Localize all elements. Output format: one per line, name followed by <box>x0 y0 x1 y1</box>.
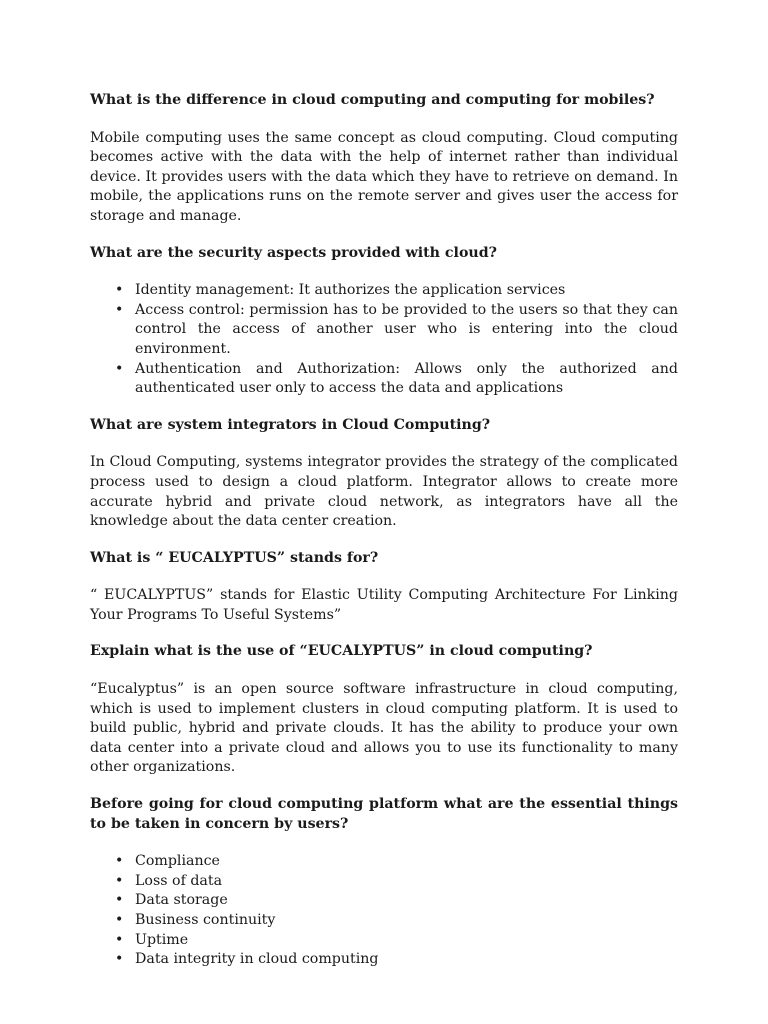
list-item: • Access control: permission has to be provided to the users so that they can control the access of another user who is entering into the cloud environment. <box>115 301 678 357</box>
bullet-icon: • <box>115 282 124 299</box>
answer-paragraph: In Cloud Computing, systems integrator provides the strategy of the complicated process used to design a cloud platform. Integrator allows to create more accurate hybrid and private cloud network, as integrators have all the knowledge about the data center creation. <box>90 454 678 530</box>
answer-paragraph: “Eucalyptus” is an open source software infrastructure in cloud computing, which is used to implement clusters in cloud computing platform. It is used to build public, hybrid and private clouds. It has the ability to produce your own data center into a private cloud and allows you to use its functionality to many other organizations. <box>90 681 678 776</box>
answer-paragraph: Mobile computing uses the same concept as cloud computing. Cloud computing becomes active with the data with the help of internet rather than individual device. It provides users with the data which they have to retrieve on demand. In mobile, the applications runs on the remote server and gives user the access for storage and manage. <box>90 129 678 224</box>
list-item: • Business continuity <box>90 911 678 931</box>
list-item: • Identity management: It authorizes the application services <box>90 281 678 301</box>
bullet-icon: • <box>115 951 124 968</box>
bullet-icon: • <box>115 892 124 909</box>
list-item: • Authentication and Authorization: Allows only the authorized and authenticated user only to access the data and applications <box>115 360 678 397</box>
question-heading: What are the security aspects provided with cloud? <box>90 244 497 261</box>
list-item: • Loss of data <box>90 872 678 892</box>
bullet-icon: • <box>115 853 124 870</box>
bullet-list <box>90 852 678 970</box>
question-heading: What is the difference in cloud computing and computing for mobiles? <box>90 92 655 108</box>
question-heading: Explain what is the use of “EUCALYPTUS” in cloud computing? <box>90 643 593 660</box>
bullet-icon: • <box>115 872 124 889</box>
list-item: • Compliance <box>90 852 678 872</box>
bullet-icon: • <box>115 360 124 377</box>
bullet-icon: • <box>115 912 124 928</box>
question-heading: Before going for cloud computing platform what are the essential things to be taken in concern by users? <box>90 796 678 832</box>
question-heading: What is “ EUCALYPTUS” stands for? <box>90 549 379 566</box>
answer-paragraph: “ EUCALYPTUS” stands for Elastic Utility Computing Architecture For Linking Your Programs To Useful Systems” <box>90 587 678 623</box>
list-item: • Data storage <box>90 891 678 911</box>
bullet-list <box>90 281 678 399</box>
bullet-icon: • <box>115 301 124 318</box>
bullet-icon: • <box>115 931 124 948</box>
question-heading: What are system integrators in Cloud Computing? <box>90 416 491 433</box>
list-item: • Uptime <box>90 931 678 951</box>
list-item: • Data integrity in cloud computing <box>90 950 678 970</box>
